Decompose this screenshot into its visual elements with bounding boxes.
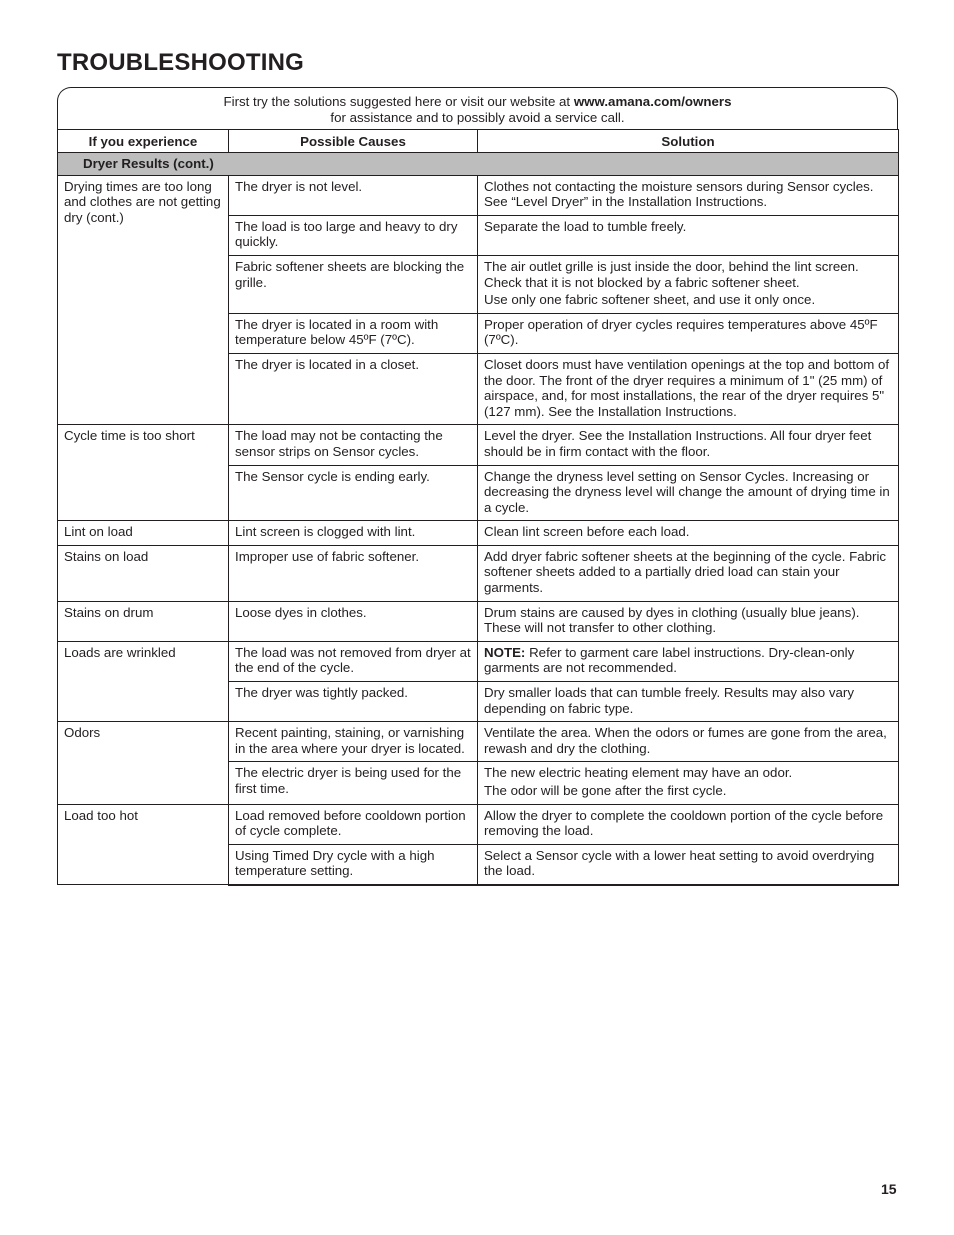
section-title: Dryer Results (cont.): [58, 153, 899, 176]
cause-cell: Load removed before cooldown portion of cycle complete.: [229, 804, 478, 844]
intro-box: [57, 87, 898, 130]
table-row: [58, 175, 899, 215]
cause-cell: The electric dryer is being used for the first time.: [229, 762, 478, 804]
solution-text: Clothes not contacting the moisture sensors during Sensor cycles. See “Level Dryer” in the Installation Instructions.: [484, 178, 874, 210]
cause-cell: The load is too large and heavy to dry quickly.: [229, 215, 478, 255]
experience-cell: Load too hot: [58, 804, 229, 885]
cause-cell: The Sensor cycle is ending early.: [229, 465, 478, 521]
solution-text: Level the dryer. See the Installation Instructions. All four dryer feet should be in firm contact with the floor.: [484, 428, 872, 459]
solution-cell: [478, 601, 899, 641]
cause-cell: The dryer is located in a closet.: [229, 353, 478, 424]
solution-paragraph: [484, 848, 892, 879]
solution-text: The odor will be gone after the first cycle.: [484, 783, 727, 798]
cause-cell: Loose dyes in clothes.: [229, 601, 478, 641]
solution-cell: [478, 313, 899, 353]
cause-cell: Fabric softener sheets are blocking the grille.: [229, 255, 478, 313]
table-body: [58, 153, 899, 885]
solution-paragraph: [484, 783, 892, 799]
table-header-row: [58, 130, 899, 153]
solution-paragraph: [484, 292, 892, 308]
header-causes: Possible Causes: [229, 130, 478, 153]
solution-text: Select a Sensor cycle with a lower heat setting to avoid overdrying the load.: [484, 847, 875, 879]
experience-cell: Stains on load: [58, 545, 229, 601]
solution-cell: [478, 722, 899, 762]
solution-text: Drum stains are caused by dyes in clothing (usually blue jeans). These will not transfer to other clothing.: [484, 604, 860, 636]
solution-text: Change the dryness level setting on Sensor Cycles. Increasing or decreasing the dryness level will change the amount of drying time in a cycle.: [484, 468, 890, 515]
solution-text: Allow the dryer to complete the cooldown portion of the cycle before removing the load.: [484, 807, 884, 839]
intro-text: [58, 88, 897, 130]
cause-cell: The load was not removed from dryer at the end of the cycle.: [229, 641, 478, 681]
solution-paragraph: [484, 524, 892, 540]
page-number: 15: [881, 1181, 897, 1197]
solution-paragraph: [484, 219, 892, 235]
solution-paragraph: [484, 357, 892, 419]
solution-text: Separate the load to tumble freely.: [484, 218, 687, 234]
solution-cell: [478, 425, 899, 465]
solution-cell: [478, 682, 899, 722]
note-label: NOTE:: [484, 644, 526, 660]
experience-cell: Stains on drum: [58, 601, 229, 641]
solution-cell: [478, 762, 899, 804]
experience-cell: Cycle time is too short: [58, 425, 229, 521]
solution-paragraph: [484, 645, 892, 676]
solution-paragraph: [484, 549, 892, 596]
solution-text: Use only one fabric softener sheet, and use it only once.: [484, 292, 816, 308]
experience-cell: Loads are wrinkled: [58, 641, 229, 721]
intro-line1-text: First try the solutions suggested here or visit our website at: [223, 94, 574, 109]
solution-cell: [478, 175, 899, 215]
solution-paragraph: [484, 685, 892, 716]
table-row: [58, 722, 899, 762]
cause-cell: Improper use of fabric softener.: [229, 545, 478, 601]
cause-cell: Recent painting, staining, or varnishing in the area where your dryer is located.: [229, 722, 478, 762]
solution-cell: [478, 641, 899, 681]
solution-paragraph: [484, 428, 892, 459]
table-row: [58, 641, 899, 681]
solution-paragraph: [484, 605, 892, 636]
experience-cell: Lint on load: [58, 521, 229, 546]
table-row: [58, 521, 899, 546]
solution-text: The air outlet grille is just inside the door, behind the lint screen. Check that it is not blocked by a fabric softener sheet.: [484, 258, 859, 290]
page-title: TROUBLESHOOTING: [57, 49, 304, 76]
header-experience: If you experience: [58, 130, 229, 153]
cause-cell: Lint screen is clogged with lint.: [229, 521, 478, 546]
solution-cell: [478, 215, 899, 255]
solution-text: The new electric heating element may have an odor.: [484, 765, 793, 781]
table-row: [58, 545, 899, 601]
solution-text: Ventilate the area. When the odors or fumes are gone from the area, rewash and dry the clothing.: [484, 725, 887, 756]
cause-cell: The dryer was tightly packed.: [229, 682, 478, 722]
table-row: [58, 804, 899, 844]
table-row: [58, 601, 899, 641]
solution-text: Refer to garment care label instructions. Dry-clean-only garments are not recommended.: [484, 644, 855, 676]
troubleshooting-table: [57, 129, 899, 886]
solution-text: Proper operation of dryer cycles requires temperatures above 45ºF (7ºC).: [484, 316, 878, 348]
cause-cell: The load may not be contacting the sensor strips on Sensor cycles.: [229, 425, 478, 465]
solution-paragraph: [484, 317, 892, 348]
solution-text: Clean lint screen before each load.: [484, 524, 690, 540]
table-row: [58, 425, 899, 465]
solution-paragraph: [484, 469, 892, 516]
solution-cell: [478, 804, 899, 844]
solution-paragraph: [484, 725, 892, 756]
solution-cell: [478, 353, 899, 424]
solution-text: Dry smaller loads that can tumble freely. Results may also vary depending on fabric type.: [484, 685, 854, 716]
solution-paragraph: [484, 808, 892, 839]
website-link[interactable]: www.amana.com/owners: [573, 94, 732, 109]
intro-line2-text: for assistance and to possibly avoid a service call.: [330, 109, 625, 125]
solution-paragraph: [484, 765, 892, 781]
cause-cell: The dryer is not level.: [229, 175, 478, 215]
solution-text: Closet doors must have ventilation openings at the top and bottom of the door. The front of the dryer requires a minimum of 1" (25 mm) of airspace, and, for most installations, the rear of the dryer requires 5" (127 mm). See the Installation Instructions.: [484, 356, 890, 419]
solution-cell: [478, 255, 899, 313]
solution-cell: [478, 521, 899, 546]
section-row: [58, 153, 899, 176]
cause-cell: The dryer is located in a room with temperature below 45ºF (7ºC).: [229, 313, 478, 353]
solution-paragraph: [484, 259, 892, 290]
experience-cell: Odors: [58, 722, 229, 804]
solution-text: Add dryer fabric softener sheets at the beginning of the cycle. Fabric softener sheets added to a partially dried load can stain your garments.: [484, 548, 887, 596]
solution-paragraph: [484, 179, 892, 210]
header-solution: Solution: [478, 130, 899, 153]
solution-cell: [478, 844, 899, 885]
solution-cell: [478, 545, 899, 601]
solution-cell: [478, 465, 899, 521]
cause-cell: Using Timed Dry cycle with a high temperature setting.: [229, 844, 478, 885]
experience-cell: Drying times are too long and clothes are not getting dry (cont.): [58, 175, 229, 425]
